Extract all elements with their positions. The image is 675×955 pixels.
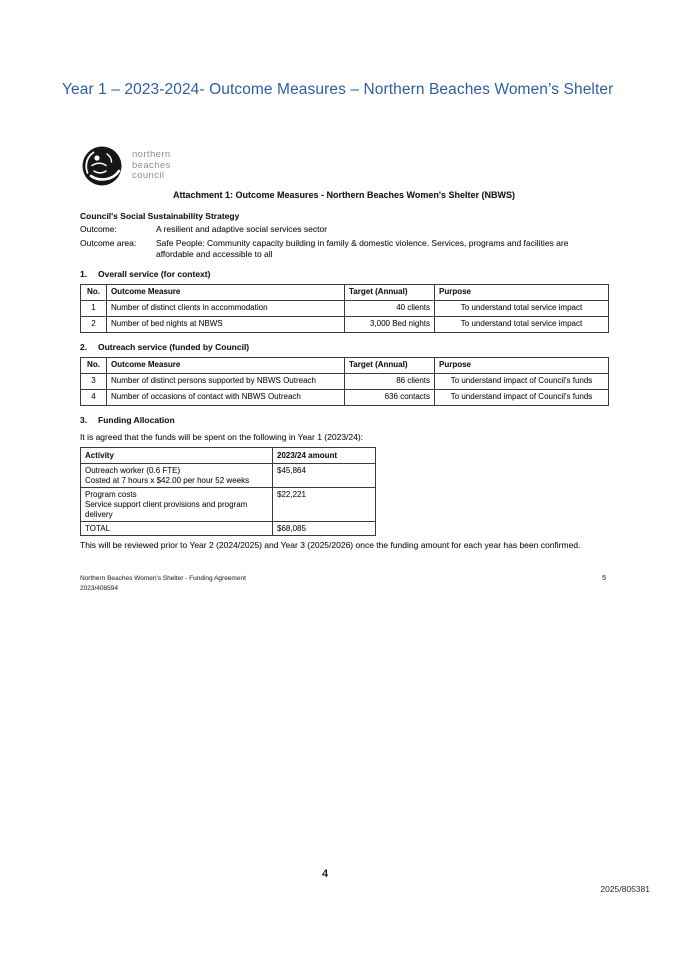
table-header-row (81, 357, 609, 373)
scanned-attachment (80, 142, 608, 593)
outcome-area-label: Outcome area: (80, 237, 137, 248)
scan-footer-page-number: 5 (602, 575, 606, 583)
section2-number: 2. (80, 341, 88, 352)
cell-activity (81, 464, 273, 488)
outcome-label: Outcome: (80, 224, 117, 235)
logo-word-northern: northern (132, 149, 171, 161)
table-row (81, 464, 376, 488)
table-header-row (81, 448, 376, 464)
cell-target: 636 contacts (345, 389, 435, 405)
cell-no: 1 (81, 300, 107, 316)
section3-title: Funding Allocation (98, 414, 175, 425)
cell-purpose: To understand total service impact (435, 316, 609, 332)
header-purpose: Purpose (435, 284, 609, 300)
activity-line: Outreach worker (0.6 FTE) (85, 466, 181, 476)
section2-heading (80, 342, 608, 353)
activity-line: Service support client provisions and program delivery (85, 500, 248, 520)
section2-title: Outreach service (funded by Council) (98, 341, 250, 352)
header-amount: 2023/24 amount (273, 448, 376, 464)
cell-measure: Number of bed nights at NBWS (107, 316, 345, 332)
cell-measure: Number of distinct persons supported by NBWS Outreach (107, 373, 345, 389)
header-target: Target (Annual) (345, 284, 435, 300)
header-outcome-measure: Outcome Measure (107, 357, 345, 373)
header-outcome-measure: Outcome Measure (107, 284, 345, 300)
document-reference: 2025/805381 (600, 884, 650, 894)
section1-number: 1. (80, 268, 88, 279)
attachment-heading: Attachment 1: Outcome Measures - Northern Beaches Women's Shelter (NBWS) (172, 190, 516, 200)
section3-heading (80, 415, 608, 426)
council-logo-text (132, 150, 171, 182)
header-activity: Activity (81, 448, 273, 464)
outcome-value: A resilient and adaptive social services sector (156, 224, 328, 235)
cell-target: 40 clients (345, 300, 435, 316)
header-purpose: Purpose (435, 357, 609, 373)
cell-amount: $45,864 (273, 464, 376, 488)
outreach-service-table (80, 357, 609, 406)
funding-allocation-table (80, 447, 376, 536)
page-number: 4 (321, 868, 329, 880)
scan-footer-doc-ref: 2023/408594 (80, 584, 118, 592)
table-row (81, 389, 609, 405)
cell-no: 2 (81, 316, 107, 332)
cell-measure: Number of distinct clients in accommodation (107, 300, 345, 316)
activity-line: Program costs (85, 490, 137, 500)
cell-target: 86 clients (345, 373, 435, 389)
header-no: No. (81, 284, 107, 300)
header-no: No. (81, 357, 107, 373)
header-target: Target (Annual) (345, 357, 435, 373)
scan-footer (80, 574, 608, 593)
section1-heading (80, 269, 608, 280)
scan-footer-left (80, 574, 246, 593)
cell-no: 4 (81, 389, 107, 405)
table-row (81, 373, 609, 389)
council-logo-icon (80, 144, 124, 188)
cell-target: 3,000 Bed nights (345, 316, 435, 332)
table-header-row (81, 284, 609, 300)
cell-measure: Number of occasions of contact with NBWS Outreach (107, 389, 345, 405)
cell-activity: TOTAL (81, 522, 273, 536)
section1-title: Overall service (for context) (98, 268, 211, 279)
page-title: Year 1 – 2023-2024- Outcome Measures – Northern Beaches Women’s Shelter (62, 81, 614, 98)
cell-amount: $22,221 (273, 488, 376, 522)
logo-word-beaches: beaches (132, 159, 171, 171)
logo-word-council: council (132, 170, 165, 182)
cell-activity (81, 488, 273, 522)
table-row (81, 488, 376, 522)
funding-intro: It is agreed that the funds will be spent on the following in Year 1 (2023/24): (80, 432, 364, 443)
table-row (81, 300, 609, 316)
cell-purpose: To understand impact of Council's funds (435, 389, 609, 405)
outcome-area-row (80, 238, 608, 260)
table-row (81, 316, 609, 332)
activity-line: Costed at 7 hours x $42.00 per hour 52 weeks (85, 476, 250, 486)
section3-number: 3. (80, 414, 88, 425)
review-note: This will be reviewed prior to Year 2 (2024/2025) and Year 3 (2025/2026) once the funding amount for each year has been confirmed. (80, 540, 581, 551)
cell-amount: $68,085 (273, 522, 376, 536)
outcome-row (80, 224, 608, 235)
strategy-heading: Council's Social Sustainability Strategy (80, 210, 240, 221)
scan-footer-doc-title: Northern Beaches Women's Shelter - Funding Agreement (80, 575, 246, 583)
cell-no: 3 (81, 373, 107, 389)
cell-purpose: To understand impact of Council's funds (435, 373, 609, 389)
cell-purpose: To understand total service impact (435, 300, 609, 316)
outcome-area-value: Safe People: Community capacity building in family & domestic violence. Services, programs and facilities are affordable and accessible to all (156, 237, 569, 259)
council-logo-block (80, 142, 608, 190)
overall-service-table (80, 284, 609, 333)
table-row (81, 522, 376, 536)
